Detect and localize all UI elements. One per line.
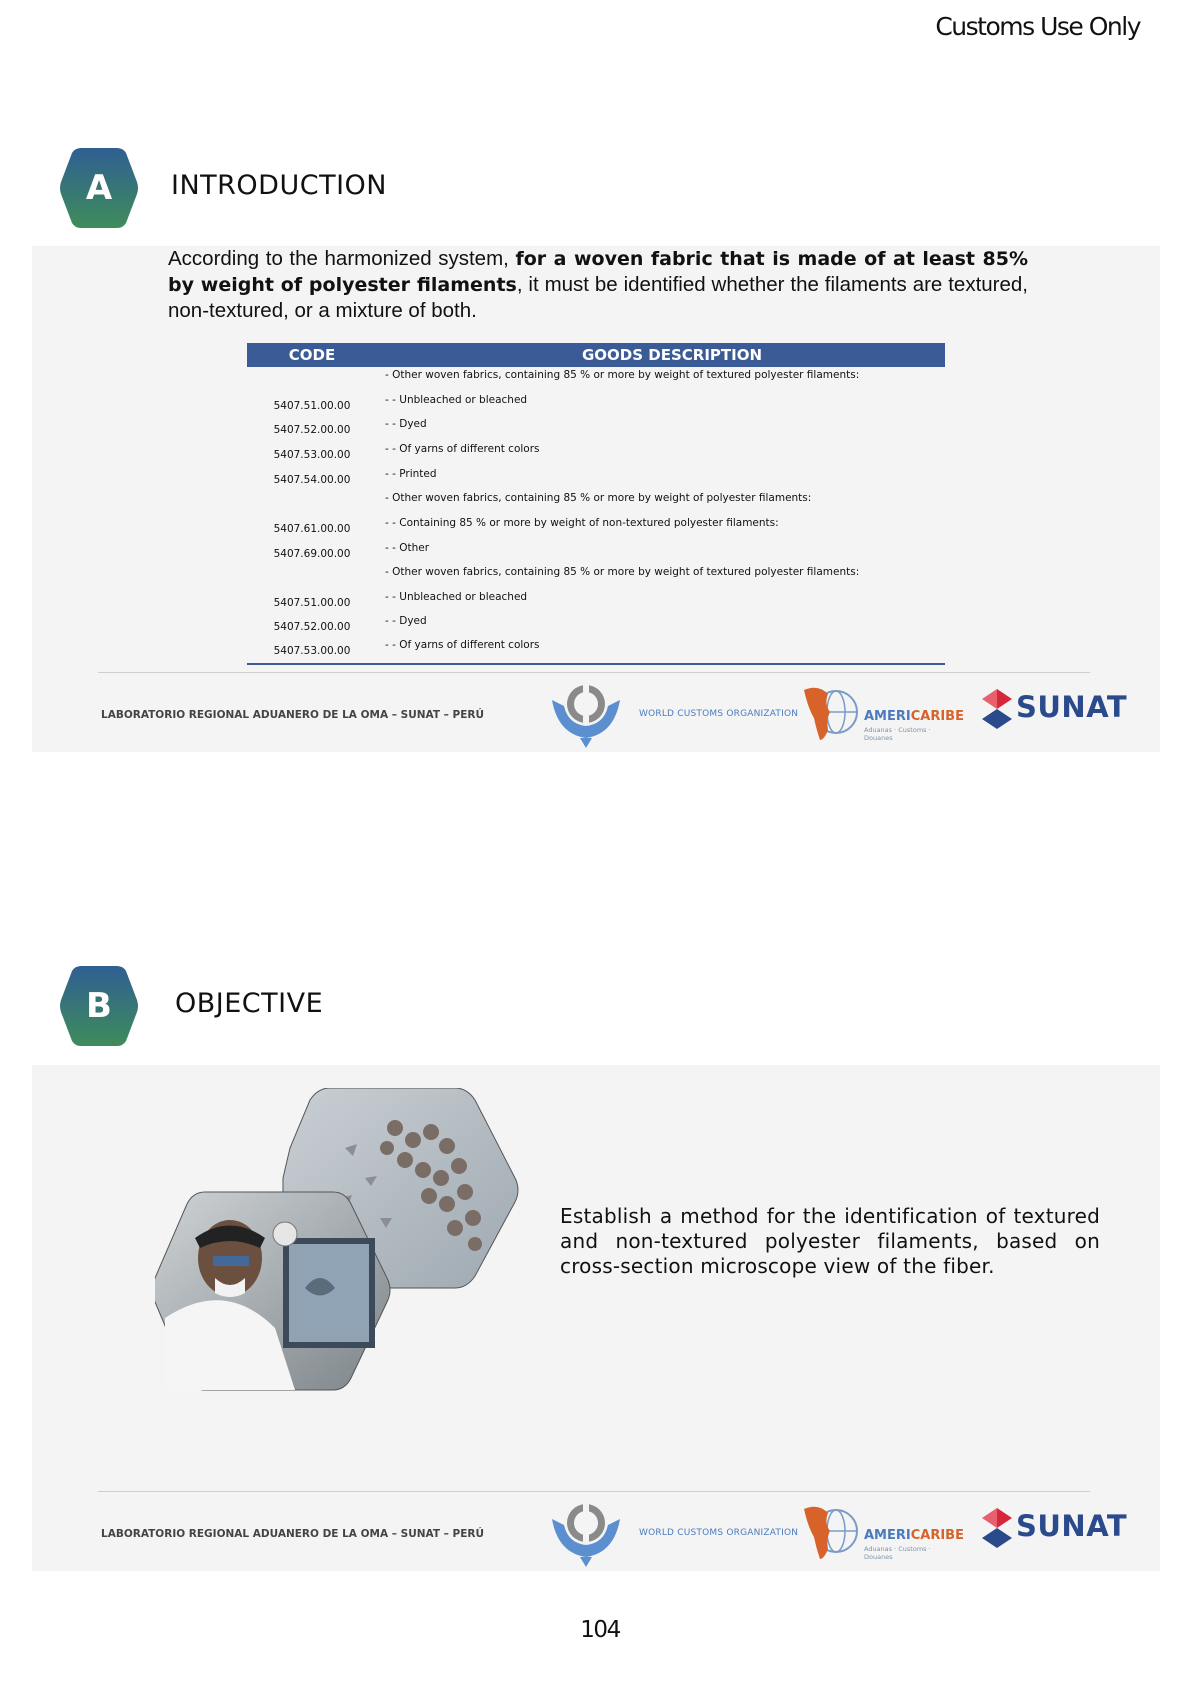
- wco-text: WORLD CUSTOMS ORGANIZATION: [639, 1528, 799, 1538]
- table-row: [247, 639, 945, 661]
- lab-technician-image: [155, 1192, 390, 1390]
- sunat-wordmark: SUNAT: [1016, 1509, 1128, 1543]
- row-code: 5407.69.00.00: [273, 548, 351, 560]
- section-b-letter: B: [86, 986, 112, 1026]
- introduction-text: [168, 246, 1028, 323]
- row-description: - - Of yarns of different colors: [385, 443, 540, 455]
- row-description: - - Of yarns of different colors: [385, 639, 540, 651]
- row-description: - - Unbleached or bleached: [385, 394, 528, 406]
- americaribe-name: [864, 1528, 964, 1543]
- americaribe-name-a: AMERI: [864, 709, 911, 724]
- americaribe-logo: [800, 1503, 964, 1561]
- table-row: [247, 369, 945, 391]
- wco-text: WORLD CUSTOMS ORGANIZATION: [639, 709, 799, 719]
- wco-logo: [548, 682, 624, 750]
- row-code: 5407.51.00.00: [273, 597, 351, 609]
- table-row: [247, 394, 945, 416]
- objective-photo-collage: [155, 1088, 520, 1393]
- row-code: 5407.53.00.00: [273, 449, 351, 461]
- intro-text-bold: for a woven fabric that is made of at least 85% by weight of polyester filaments: [168, 248, 1029, 296]
- intro-text-part-2: , it must be identified whether the filaments are textured, non-textured, or a mixture of both.: [168, 273, 1028, 322]
- row-code: 5407.51.00.00: [273, 400, 351, 412]
- table-row: [247, 443, 945, 465]
- row-description: - - Dyed: [385, 418, 427, 430]
- row-description: - - Other: [385, 542, 430, 554]
- sunat-logo: [978, 1507, 1133, 1549]
- table-bottom-rule: [247, 663, 945, 665]
- section-a-letter: A: [85, 168, 113, 208]
- section-b-badge: [59, 964, 139, 1048]
- americaribe-tagline: Aduanas · Customs · Douanes: [864, 726, 931, 742]
- table-row: [247, 542, 945, 564]
- footer-divider: [98, 1491, 1090, 1492]
- americaribe-name-b: CARIBE: [910, 709, 964, 724]
- footer-lab-name: LABORATORIO REGIONAL ADUANERO DE LA OMA – SUNAT – PERÚ: [101, 709, 485, 721]
- row-code: 5407.61.00.00: [273, 523, 351, 535]
- table-row: [247, 517, 945, 539]
- row-code: 5407.54.00.00: [273, 474, 351, 486]
- americaribe-name-b: CARIBE: [910, 1528, 964, 1543]
- row-description: - Other woven fabrics, containing 85 % or more by weight of textured polyester filaments:: [385, 566, 860, 578]
- row-description: - - Dyed: [385, 615, 427, 627]
- row-code: 5407.52.00.00: [273, 621, 351, 633]
- row-code: 5407.53.00.00: [273, 645, 351, 657]
- row-description: - Other woven fabrics, containing 85 % or more by weight of textured polyester filaments:: [385, 369, 860, 381]
- americaribe-name: [864, 709, 964, 724]
- row-description: - - Printed: [385, 468, 437, 480]
- table-row: [247, 566, 945, 588]
- section-a-badge: [59, 146, 139, 230]
- footer-divider: [98, 672, 1090, 673]
- sunat-logo: [978, 688, 1133, 730]
- table-row: [247, 615, 945, 637]
- americaribe-tagline: Aduanas · Customs · Douanes: [864, 1545, 931, 1561]
- table-row: [247, 591, 945, 613]
- footer-lab-name: LABORATORIO REGIONAL ADUANERO DE LA OMA – SUNAT – PERÚ: [101, 1528, 485, 1540]
- table-row: [247, 418, 945, 440]
- objective-text: Establish a method for the identification of textured and non-textured polyester filaments, based on cross-section microscope view of the fiber.: [560, 1204, 1100, 1278]
- sunat-wordmark: SUNAT: [1016, 690, 1128, 724]
- table-row: [247, 492, 945, 514]
- section-b-title: OBJECTIVE: [175, 988, 324, 1019]
- row-description: - Other woven fabrics, containing 85 % or more by weight of polyester filaments:: [385, 492, 812, 504]
- page-number: 104: [580, 1617, 620, 1643]
- tariff-table-header: [247, 343, 945, 367]
- goods-description-column-header: GOODS DESCRIPTION: [581, 346, 763, 364]
- code-column-header: CODE: [288, 346, 336, 364]
- row-description: - - Unbleached or bleached: [385, 591, 528, 603]
- section-a-title: INTRODUCTION: [171, 170, 387, 201]
- row-description: - - Containing 85 % or more by weight of non-textured polyester filaments:: [385, 517, 779, 529]
- row-code: 5407.52.00.00: [273, 424, 351, 436]
- intro-text-part-1: According to the harmonized system,: [168, 247, 516, 270]
- americaribe-logo: [800, 684, 964, 742]
- wco-logo: [548, 1501, 624, 1569]
- customs-use-only-note: Customs Use Only: [935, 12, 1140, 41]
- americaribe-name-a: AMERI: [864, 1528, 911, 1543]
- table-row: [247, 468, 945, 490]
